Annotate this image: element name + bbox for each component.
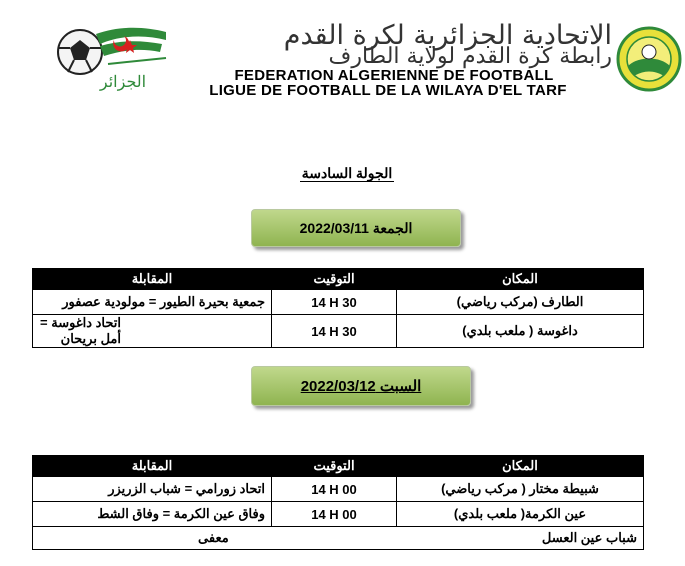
column-header-place: المكان: [397, 269, 644, 290]
league-name-fr: LIGUE DE FOOTBALL DE LA WILAYA D'EL TARF: [209, 82, 567, 99]
day-banner-friday: [251, 209, 461, 247]
exempt-row: [33, 527, 644, 550]
kickoff-cell: 14 H 00: [272, 477, 397, 502]
federation-name-ar: الاتحادية الجزائرية لكرة القدم: [283, 20, 612, 51]
venue-cell: شبيطة مختار ( مركب رياضي): [397, 477, 644, 502]
federation-name-fr: FEDERATION ALGERIENNE DE FOOTBALL: [234, 67, 554, 84]
round-title: الجولة السادسة: [301, 165, 393, 181]
exempt-team: شباب عين العسل: [541, 530, 637, 545]
day-label: السبت 2022/03/12: [300, 378, 422, 395]
column-header-match: المقابلة: [33, 269, 272, 290]
column-header-time: التوقيت: [272, 269, 397, 290]
table-row: [33, 477, 644, 502]
match-cell: اتحاد زورامي = شباب الزريزر: [33, 477, 272, 502]
fixtures-table-friday: [32, 268, 644, 348]
venue-cell: عين الكرمة( ملعب بلدي): [397, 502, 644, 527]
column-header-match: المقابلة: [33, 456, 272, 477]
match-cell: وفاق عين الكرمة = وفاق الشط: [33, 502, 272, 527]
exempt-word: معفى: [198, 530, 229, 545]
kickoff-cell: 14 H 00: [272, 502, 397, 527]
table-header-row: [33, 456, 644, 477]
venue-cell: داغوسة ( ملعب بلدي): [397, 315, 644, 348]
column-header-time: التوقيت: [272, 456, 397, 477]
league-logo-icon: [614, 26, 684, 92]
fixtures-table-saturday: [32, 455, 644, 550]
league-name-ar: رابطة كرة القدم لولاية الطارف: [328, 44, 612, 69]
kickoff-cell: 14 H 30: [272, 290, 397, 315]
day-label: الجمعة 2022/03/11: [299, 219, 413, 236]
letterhead: [0, 0, 685, 100]
venue-cell: الطارف (مركب رياضي): [397, 290, 644, 315]
column-header-place: المكان: [397, 456, 644, 477]
kickoff-cell: 14 H 30: [272, 315, 397, 348]
match-cell: جمعية بحيرة الطيور = مولودية عصفور: [33, 290, 272, 315]
table-row: [33, 290, 644, 315]
table-row: [33, 315, 644, 348]
exempt-cell: [33, 527, 644, 550]
logo-caption: الجزائر: [99, 72, 147, 91]
day-banner-saturday: [251, 366, 471, 406]
table-row: [33, 502, 644, 527]
table-header-row: [33, 269, 644, 290]
match-cell: اتحاد داغوسة = أمل بريحان: [33, 315, 272, 348]
